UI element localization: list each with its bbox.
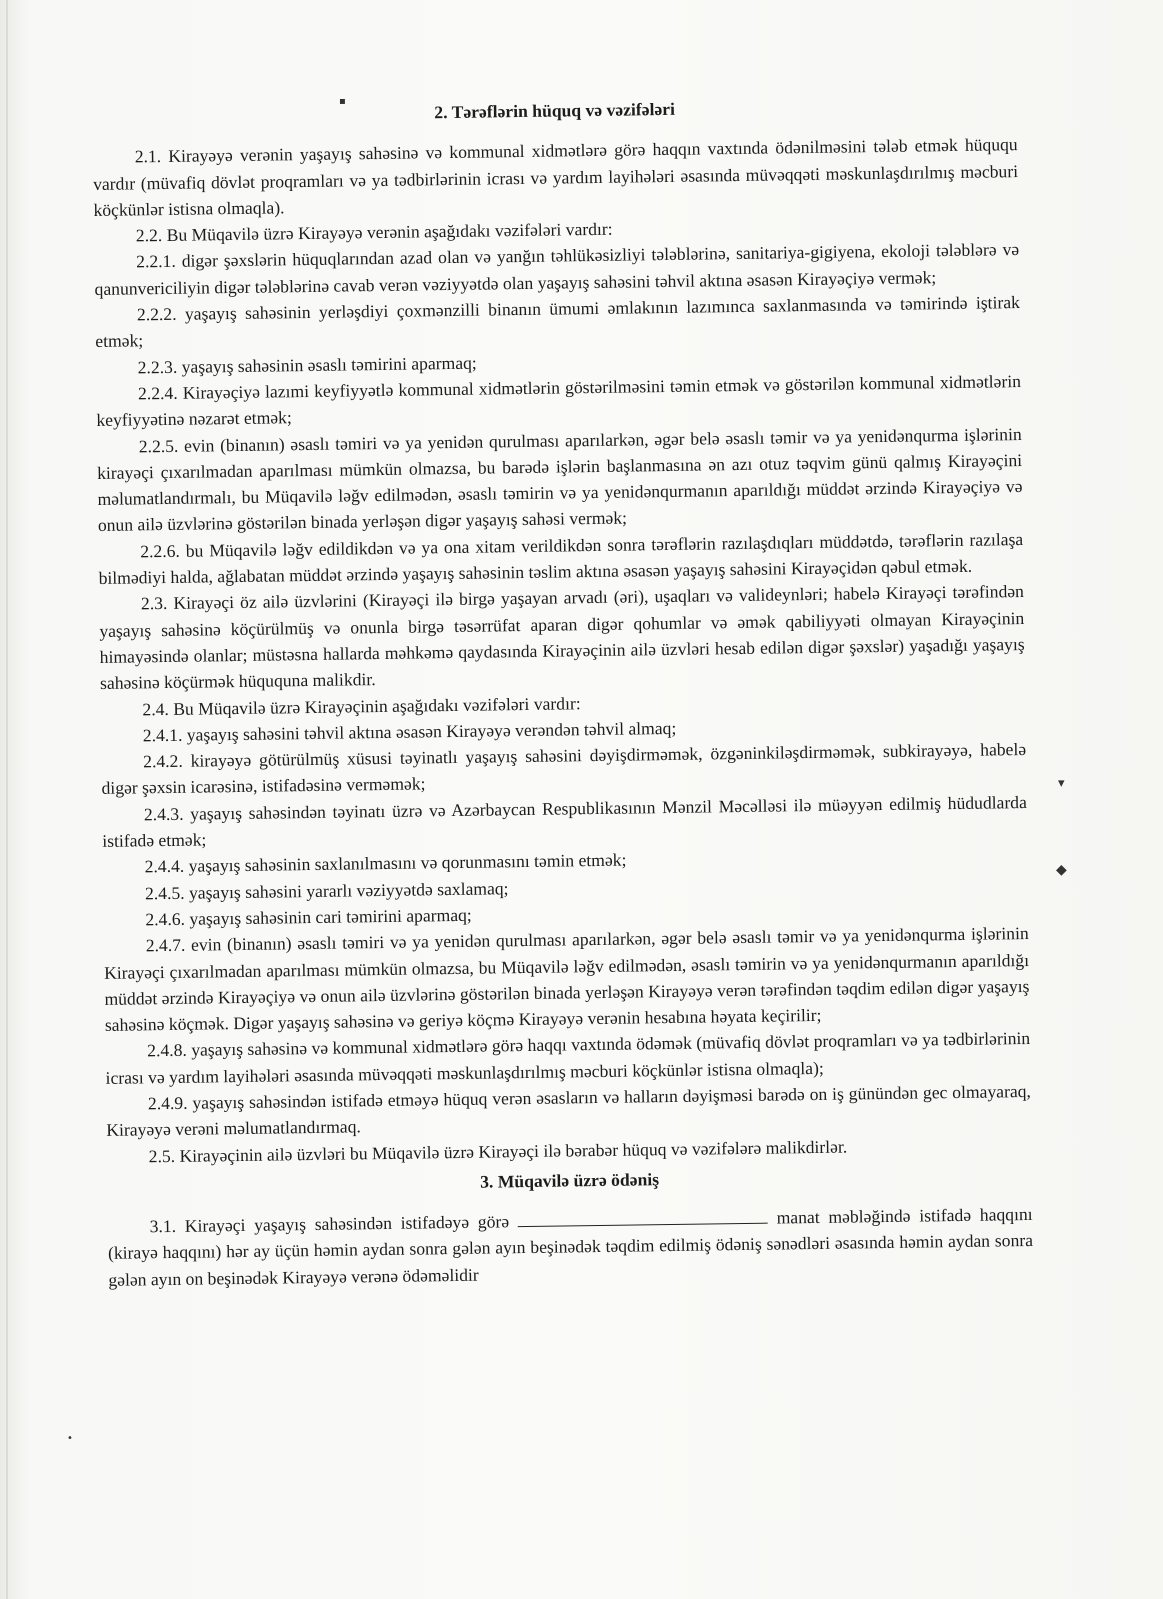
clause-2-4-7: 2.4.7. evin (binanın) əsaslı təmiri və ya yenidən qurulması aparılarkən, əgər belə əsaslı təmir və ya yenidənqurma işlərinin Kirayəçi çıxarılmadan aparılması mümkün olmazsa, bu Müqavilə ləğv edilmədən, əsaslı təmirin və ya yenidənqurmanın aparıldığı müddət ərzində Kirayəçiyə və onun ailə üzvlərinə göstərilən binada yerləşən Kirayəyə verən tərəfindən təqdim edilən digər yaşayış sahəsinə köçmək. Digər yaşayış sahəsinə və geriyə köçmə Kirayəyə verənin hesabına həyata keçirilir; — [103, 923, 1030, 1036]
section-2-heading: 2. Tərəflərin hüquq və vəzifələri — [434, 98, 676, 123]
scan-edge-shadow — [6, 0, 8, 1599]
clause-2-2-4: 2.2.4. Kirayəçiyə lazımi keyfiyyətlə kommunal xidmətlərin göstərilməsini təmin etmək və göstərilən kommunal xidmətlərin keyfiyyətinə nəzarət etmək; — [96, 371, 1022, 431]
clause-3-1 — [108, 1201, 1034, 1293]
clause-2-2-1: 2.2.1. digər şəxslərin hüquqlarından azad olan və yanğın təhlükəsizliyi tələblərinə, sanitariya-gigiyena, ekoloji tələblərə və qanunvericiliyin digər tələblərinə cavab verən vəziyyətdə olan yaşayış sahəsini təhvil aktına əsasən Kirayəçiyə vermək; — [94, 239, 1020, 299]
amount-blank-field[interactable] — [518, 1205, 768, 1227]
clause-2-4: 2.4. Bu Müqavilə üzrə Kirayəçinin aşağıdakı vəzifələri vardır: — [142, 692, 581, 719]
clause-2-3: 2.3. Kirayəçi öz ailə üzvlərini (Kirayəçi ilə birgə yaşayan arvadı (əri), uşaqları və valideynləri; habelə Kirayəçi tərəfindən yaşayış sahəsinə köçürülmüş və onunla birgə təsərrüfat aparan digər qohumlar və əmək qabiliyyəti olmayan Kirayəçinin himayəsində olanlar; müstəsna hallarda məhkəmə qaydasında Kirayəçinin ailə üzvləri hesab edilən digər şəxslər) yaşadığı yaşayış sahəsinə köçürmək hüququna malikdir. — [99, 581, 1025, 694]
clause-2-4-4: 2.4.4. yaşayış sahəsinin saxlanılmasını və qorunmasını təmin etmək; — [144, 849, 627, 877]
clause-2-2-2: 2.2.2. yaşayış sahəsinin yerləşdiyi çoxmənzilli binanın ümumi əmlakının lazımınca saxlanmasında və təmirində iştirak etmək; — [95, 292, 1020, 352]
scan-speck: ▪ — [339, 96, 346, 107]
clause-2-1: 2.1. Kirayəyə verənin yaşayış sahəsinə və kommunal xidmətlərə görə haqqın vaxtında ödənilməsini tələb etmək hüququ vardır (müvafiq dövlət proqramları və ya tədbirlərinin icrası və yardım layihələri əsasında müvəqqəti məskunlaşdırılmış məcburi köçkünlər istisna olmaqla). — [92, 134, 1019, 220]
clause-3-1-text-start: 3.1. Kirayəçi yaşayış sahəsindən istifadəyə görə — [149, 1211, 510, 1237]
clause-2-2: 2.2. Bu Müqavilə üzrə Kirayəyə verənin aşağıdakı vəzifələri vardır: — [135, 218, 613, 246]
margin-speck: • — [67, 1433, 73, 1444]
clause-2-2-6: 2.2.6. bu Müqavilə ləğv edildikdən və ya ona xitam verildikdən sonra tərəflərin razılaşdıqları müddətdə, tərəflərin razılaşa bilmədiyi halda, ağlabatan müddət ərzində yaşayış sahəsinin təslim aktına əsasən yaşayış sahəsini Kirayəçidən qəbul etmək. — [98, 528, 1024, 588]
clause-2-4-9: 2.4.9. yaşayış sahəsindən istifadə etməyə hüquq verən əsasların və halların dəyişməsi barədə on iş günündən gec olmayaraq, Kirayəyə verəni məlumatlandırmaq. — [106, 1080, 1032, 1141]
document-body — [92, 91, 1034, 1293]
clause-2-4-3: 2.4.3. yaşayış sahəsindən təyinatı üzrə və Azərbaycan Respublikasının Mənzil Məcəlləsi ilə müəyyən edilmiş hüdudlarda istifadə etmək; — [102, 791, 1027, 851]
margin-mark: ◆ — [1056, 862, 1067, 878]
clause-2-5: 2.5. Kirayəçinin ailə üzvləri bu Müqavilə üzrə Kirayəçi ilə bərabər hüquq və vəzifələrə malikdirlər. — [148, 1136, 848, 1166]
clause-2-4-2: 2.4.2. kirayəyə götürülmüş xüsusi təyinatlı yaşayış sahəsini dəyişdirməmək, özgəninkiləşdirməmək, subkirayəyə, habelə digər şəxsin icarəsinə, istifadəsinə verməmək; — [101, 739, 1027, 799]
clause-2-2-3: 2.2.3. yaşayış sahəsinin əsaslı təmirini aparmaq; — [137, 352, 477, 378]
clause-2-4-8: 2.4.8. yaşayış sahəsinə və kommunal xidmətlərə görə haqqı vaxtında ödəmək (müvafiq dövlət proqramları və ya tədbirlərinin icrası və yardım layihələri əsasında müvəqqəti məskunlaşdırılmış məcburi köçkünlər istisna olmaqla); — [105, 1028, 1031, 1088]
margin-mark: ▾ — [1058, 776, 1065, 791]
clause-2-4-5: 2.4.5. yaşayış sahəsini yararlı vəziyyətdə saxlamaq; — [144, 877, 509, 903]
section-3-heading: 3. Müqavilə üzrə ödəniş — [480, 1169, 660, 1192]
clause-3-1-text-end: manat məbləğində istifadə haqqını (kirayə haqqını) hər ay üçün həmin aydan sonra gələn ayın beşinədək təqdim edilmiş ödəniş sənədləri əsasında həmin aydan sonra gələn ayın on beşinədək Kirayəyə verənə ödəməlidir — [107, 1204, 1034, 1290]
clause-2-4-6: 2.4.6. yaşayış sahəsinin cari təmirini aparmaq; — [145, 904, 472, 930]
clause-2-2-5: 2.2.5. evin (binanın) əsaslı təmiri və ya yenidən qurulması aparılarkən, əgər belə əsaslı təmir və ya yenidənqurma işlərinin kirayəçi çıxarılmadan aparılması mümkün olmazsa, bu barədə işlərin başlanmasına ən azı otuz təqvim günü qalmış Kirayəçini məlumatlandırmalı, bu Müqavilə ləğv edilmədən, əsaslı təmirin və ya yenidənqurmanın aparıldığı müddət ərzində Kirayəçiyə və onun ailə üzvlərinə göstərilən binada yerləşən digər yaşayış sahəsi vermək; — [97, 423, 1023, 536]
clause-2-4-1: 2.4.1. yaşayış sahəsini təhvil aktına əsasən Kirayəyə verəndən təhvil almaq; — [142, 717, 677, 746]
